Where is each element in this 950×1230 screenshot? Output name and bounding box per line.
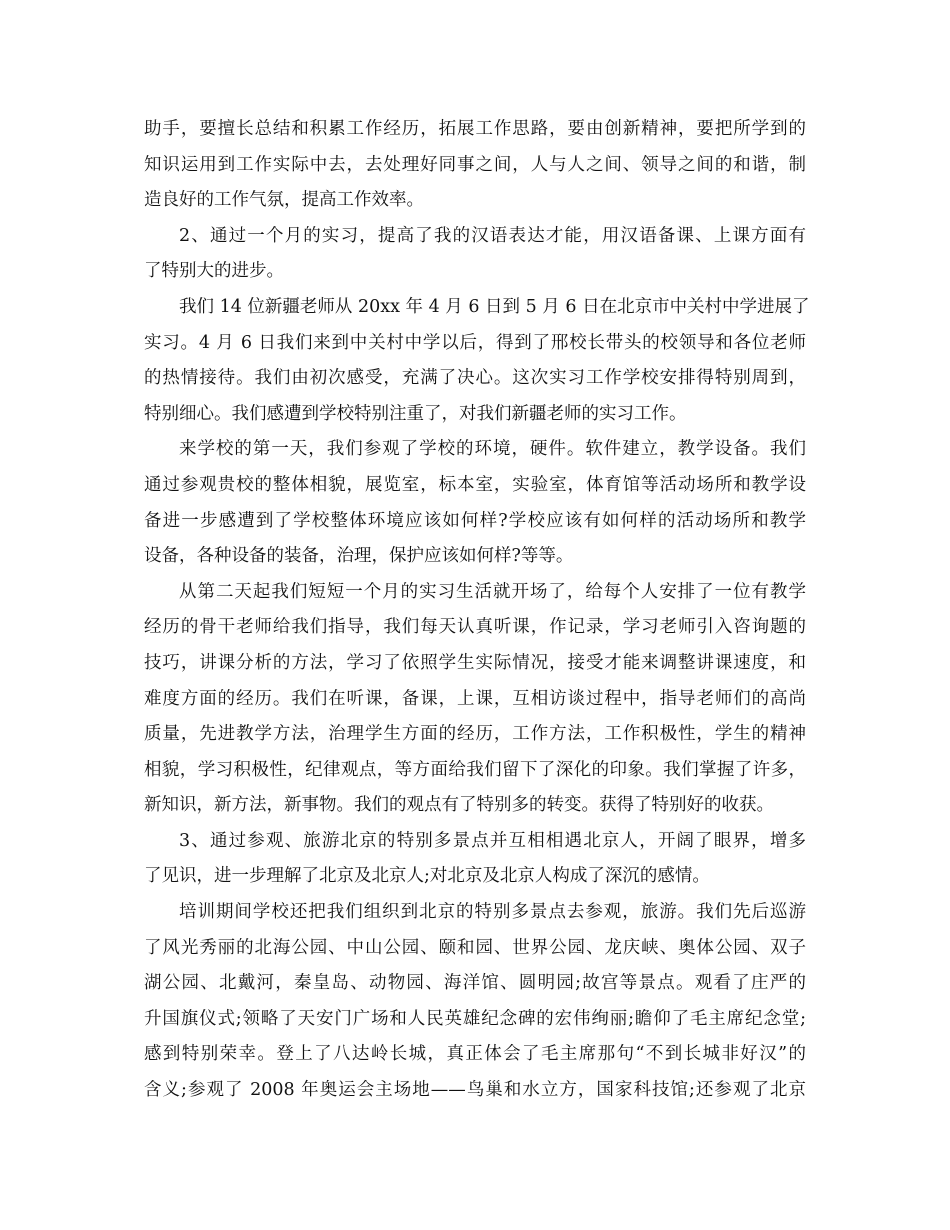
text-line: 新知识，新方法，新事物。我们的观点有了特别多的转变。获得了特别好的收获。 [144,795,774,816]
text-line: 设备，各种设备的装备，治理，保护应该如何样?等等。 [144,546,574,567]
text-line: 助手，要擅长总结和积累工作经历，拓展工作思路，要由创新精神，要把所学到的 [144,119,806,139]
paragraph-first-line: 3、通过参观、旅游北京的特别多景点并互相相遇北京人，开阔了眼界，增多 [179,830,806,851]
text-line: 含义;参观了 2008 年奥运会主场地——鸟巢和水立方，国家科技馆;还参观了北京 [144,1080,806,1101]
body-text [144,112,810,1109]
paragraph-first-line: 我们 14 位新疆老师从 20xx 年 4 月 6 日到 5 月 6 日在北京市中关村中学进展了 [179,296,810,317]
paragraph-first-line: 来学校的第一天，我们参观了学校的环境，硬件。软件建立，教学设备。我们 [179,439,806,460]
paragraph-first-line: 从第二天起我们短短一个月的实习生活就开场了，给每个人安排了一位有教学 [179,581,806,602]
text-line: 了特别大的进步。 [144,261,284,282]
paragraph-first-line: 2、通过一个月的实习，提高了我的汉语表达才能，用汉语备课、上课方面有 [179,225,806,246]
text-line: 特别细心。我们感遭到学校特别注重了，对我们新疆老师的实习工作。 [144,403,687,424]
text-line: 实习。4 月 6 日我们来到中关村中学以后，得到了邢校长带头的校领导和各位老师 [144,332,806,353]
text-line: 了风光秀丽的北海公园、中山公园、颐和园、世界公园、龙庆峡、奥体公园、双子 [144,937,806,958]
text-line: 备进一步感遭到了学校整体环境应该如何样?学校应该有如何样的活动场所和教学 [144,510,806,531]
paragraph-first-line: 培训期间学校还把我们组织到北京的特别多景点去参观，旅游。我们先后巡游 [179,902,806,923]
text-line: 知识运用到工作实际中去，去处理好同事之间，人与人之间、领导之间的和谐，制 [144,154,806,175]
text-line: 通过参观贵校的整体相貌，展览室，标本室，实验室，体育馆等活动场所和教学设 [144,474,806,495]
text-line: 感到特别荣幸。登上了八达岭长城，真正体会了毛主席那句“不到长城非好汉”的 [144,1044,806,1065]
text-line: 质量，先进教学方法，治理学生方面的经历，工作方法，工作积极性，学生的精神 [144,724,806,745]
text-line: 了见识，进一步理解了北京及北京人;对北京及北京人构成了深沉的感情。 [144,866,710,887]
text-line: 技巧，讲课分析的方法，学习了依照学生实际情况，接受才能来调整讲课速度，和 [144,652,806,673]
text-line: 的热情接待。我们由初次感受，充满了决心。这次实习工作学校安排得特别周到， [144,368,806,389]
text-line: 湖公园、北戴河，秦皇岛、动物园、海洋馆、圆明园;故宫等景点。观看了庄严的 [144,973,806,994]
text-line: 难度方面的经历。我们在听课，备课，上课，互相访谈过程中，指导老师们的高尚 [144,688,806,709]
text-line: 升国旗仪式;领略了天安门广场和人民英雄纪念碑的宏伟绚丽;瞻仰了毛主席纪念堂; [144,1008,806,1029]
text-line: 相貌，学习积极性，纪律观点，等方面给我们留下了深化的印象。我们掌握了许多， [144,759,806,780]
text-line: 造良好的工作气氛，提高工作效率。 [144,190,424,211]
text-line: 经历的骨干老师给我们指导，我们每天认真听课，作记录，学习老师引入咨询题的 [144,617,806,638]
